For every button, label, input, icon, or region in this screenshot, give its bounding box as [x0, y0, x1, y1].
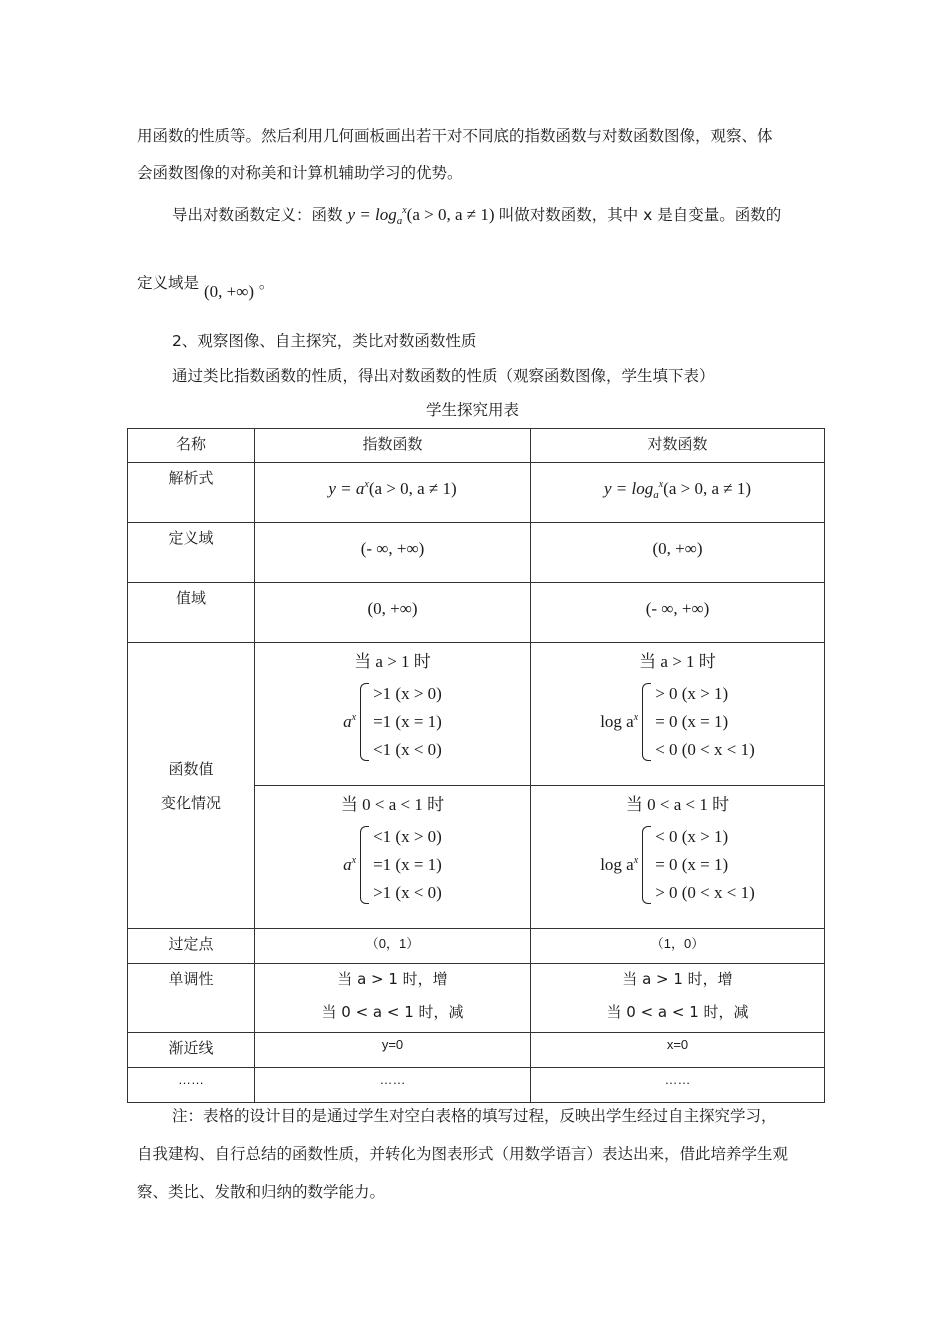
note-line: 察、类比、发散和归纳的数学能力。	[137, 1183, 386, 1201]
domain-suffix: 。	[258, 274, 275, 292]
table-row	[128, 1033, 825, 1068]
formula-sup: x	[402, 205, 407, 216]
note-line: 注：表格的设计目的是通过学生对空白表格的填写过程，反映出学生经过自主探究学习，	[172, 1107, 777, 1125]
piecewise: $a^x$ <1 (x > 0) =1 (x = 1) >1 (x < 0)	[343, 827, 442, 902]
paragraph-line: 会函数图像的对称美和计算机辅助学习的优势。	[137, 164, 463, 182]
header-cell: 指数函数	[255, 429, 531, 463]
log-asymptote: x=0	[531, 1033, 825, 1068]
exp-expression	[255, 463, 531, 523]
piecewise: $\log a^x$ > 0 (x > 1) = 0 (x = 1) < 0 (0 < x < 1)	[600, 684, 755, 759]
exp-values-case2	[255, 786, 531, 929]
values-label-2: 变化情况	[160, 794, 221, 812]
formula-condition: (a > 0, a ≠ 1)	[406, 205, 495, 224]
brace-icon	[642, 826, 651, 904]
exp-asymptote: y=0	[255, 1033, 531, 1068]
domain-prefix: 定义域是	[137, 274, 200, 292]
brace-icon	[360, 683, 369, 761]
table-title: 学生探究用表	[426, 401, 520, 419]
exp-values-case1	[255, 643, 531, 786]
exp-expr-sup: x	[364, 479, 369, 490]
log-formula	[347, 205, 498, 227]
case-heading: 当 a > 1 时	[639, 652, 716, 671]
piecewise: $\log a^x$ < 0 (x > 1) = 0 (x = 1) > 0 (0 < x < 1)	[600, 827, 755, 902]
table-row	[128, 463, 825, 523]
log-values-case1	[531, 643, 825, 786]
definition-prefix: 导出对数函数定义：函数	[172, 206, 343, 224]
log-expression	[531, 463, 825, 523]
table-row	[128, 964, 825, 1033]
row-label: 渐近线	[128, 1033, 255, 1068]
formula-sub: a	[396, 215, 403, 227]
table-row	[128, 1068, 825, 1103]
definition-line	[172, 201, 781, 231]
brace-icon	[642, 683, 651, 761]
table-row	[128, 643, 825, 786]
case-heading: 当 0 < a < 1 时	[340, 795, 445, 814]
row-label: 单调性	[128, 964, 255, 1033]
row-label	[128, 643, 255, 929]
row-label: 过定点	[128, 929, 255, 964]
log-expr-sup: x	[658, 479, 664, 490]
row-label: 定义域	[128, 523, 255, 583]
domain-line	[137, 273, 275, 301]
section-description: 通过类比指数函数的性质，得出对数函数的性质（观察函数图像，学生填下表）	[172, 367, 715, 385]
table-row	[128, 583, 825, 643]
row-label: 解析式	[128, 463, 255, 523]
log-more: ……	[531, 1068, 825, 1103]
log-expr-main: y = log	[603, 479, 654, 498]
brace-icon	[360, 826, 369, 904]
log-expr-cond: (a > 0, a ≠ 1)	[663, 479, 752, 498]
exp-domain: (- ∞, +∞)	[255, 523, 531, 583]
paragraph-line: 用函数的性质等。然后利用几何画板画出若干对不同底的指数函数与对数函数图像，观察、体	[137, 127, 773, 145]
piecewise: $a^x$ >1 (x > 0) =1 (x = 1) <1 (x < 0)	[343, 684, 442, 759]
log-range: (- ∞, +∞)	[531, 583, 825, 643]
exp-range: (0, +∞)	[255, 583, 531, 643]
case-heading: 当 a > 1 时	[354, 652, 431, 671]
header-cell: 名称	[128, 429, 255, 463]
table-row	[128, 929, 825, 964]
section-heading: 2、观察图像、自主探究，类比对数函数性质	[172, 332, 477, 350]
case-heading: 当 0 < a < 1 时	[625, 795, 730, 814]
row-label: 值域	[128, 583, 255, 643]
log-values-case2	[531, 786, 825, 929]
exp-more: ……	[255, 1068, 531, 1103]
values-label-1: 函数值	[168, 760, 214, 778]
row-label: ……	[128, 1068, 255, 1103]
table-header-row	[128, 429, 825, 463]
definition-suffix: 叫做对数函数，其中 x 是自变量。函数的	[498, 206, 782, 224]
formula-main: y = log	[347, 205, 397, 224]
exp-expr-cond: (a > 0, a ≠ 1)	[368, 479, 457, 498]
comparison-table	[127, 428, 825, 1103]
note-line: 自我建构、自行总结的函数性质，并转化为图表形式（用数学语言）表达出来，借此培养学生观	[137, 1145, 789, 1163]
log-fixed-point: （1，0）	[531, 929, 825, 964]
exp-monotonicity: 当 a > 1 时，增 当 0 < a < 1 时，减	[255, 964, 531, 1033]
log-expr-sub: a	[653, 489, 659, 501]
header-cell: 对数函数	[531, 429, 825, 463]
table-row	[128, 523, 825, 583]
log-monotonicity: 当 a > 1 时，增 当 0 < a < 1 时，减	[531, 964, 825, 1033]
exp-expr-main: y = a	[328, 479, 365, 498]
log-domain: (0, +∞)	[531, 523, 825, 583]
domain-interval: (0, +∞)	[203, 282, 254, 301]
exp-fixed-point: （0，1）	[255, 929, 531, 964]
